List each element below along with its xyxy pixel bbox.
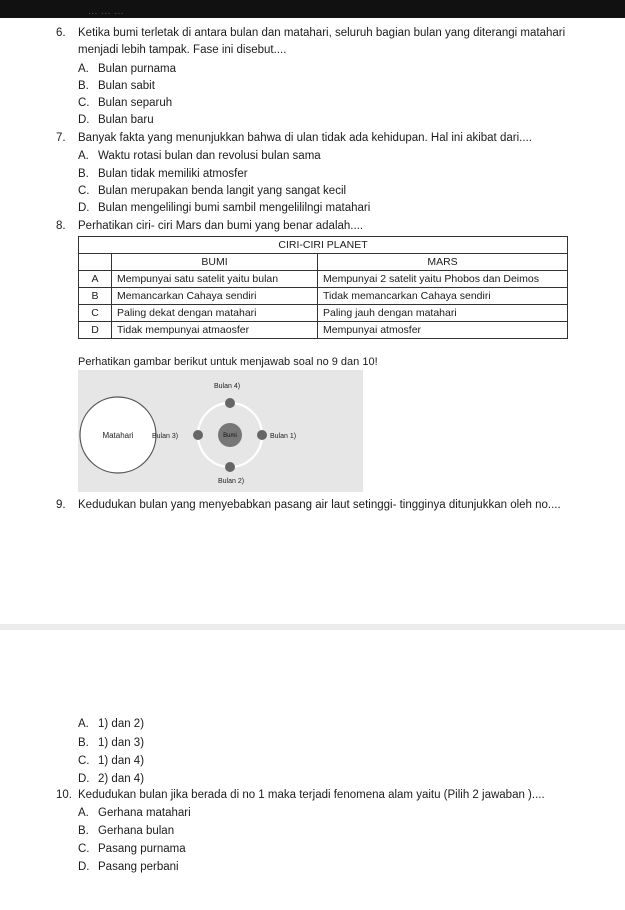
q9-option-c[interactable] <box>78 753 144 770</box>
option-letter: C. <box>78 755 90 767</box>
q7-option-b[interactable] <box>78 166 248 183</box>
option-letter: B. <box>78 80 89 92</box>
moon-3-label: Bulan 3) <box>152 433 179 440</box>
sun-label: Matahari <box>102 431 134 440</box>
question-number: 6. <box>56 27 66 39</box>
diagram-caption: Perhatikan gambar berikut untuk menjawab soal no 9 dan 10! <box>78 356 378 368</box>
q6-option-c[interactable] <box>78 95 172 112</box>
option-letter: C. <box>78 843 90 855</box>
option-letter: A. <box>78 63 89 75</box>
table-title: CIRI-CIRI PLANET <box>79 237 568 254</box>
table-row <box>79 305 568 322</box>
mars-cell: Mempunyai atmosfer <box>318 322 568 339</box>
question-10 <box>56 787 596 804</box>
option-letter: B. <box>78 168 89 180</box>
mars-cell: Paling jauh dengan matahari <box>318 305 568 322</box>
mars-cell: Mempunyai 2 satelit yaitu Phobos dan Deimos <box>318 271 568 288</box>
planet-characteristics-table <box>78 236 568 339</box>
option-letter: D. <box>78 773 90 785</box>
question-8 <box>56 218 596 235</box>
q7-option-a[interactable] <box>78 148 321 165</box>
page-gap-band <box>0 624 625 630</box>
option-letter: D. <box>78 861 90 873</box>
option-letter: B. <box>78 737 89 749</box>
q10-option-d[interactable] <box>78 859 179 876</box>
earth-label: Bumi <box>223 433 237 439</box>
option-text: 1) dan 2) <box>98 718 145 730</box>
bumi-cell: Tidak mempunyai atmaosfer <box>112 322 318 339</box>
q9-option-a[interactable] <box>78 716 144 733</box>
moon-1-dot <box>257 430 267 440</box>
question-9 <box>56 497 596 514</box>
column-header-bumi: BUMI <box>112 254 318 271</box>
q10-option-c[interactable] <box>78 841 186 858</box>
question-text: Perhatikan ciri- ciri Mars dan bumi yang benar adalah.... <box>78 220 364 232</box>
option-text: Bulan tidak memiliki atmosfer <box>98 168 248 180</box>
header-fragment: ... ... ... <box>88 6 125 17</box>
option-letter: A. <box>78 718 89 730</box>
row-letter: A <box>79 271 112 288</box>
question-number: 9. <box>56 499 66 511</box>
question-6 <box>56 25 596 59</box>
moon-position-diagram <box>78 370 363 492</box>
q10-option-b[interactable] <box>78 823 174 840</box>
table-row <box>79 322 568 339</box>
option-text: Bulan merupakan benda langit yang sangat kecil <box>98 185 347 197</box>
moon-4-label: Bulan 4) <box>214 383 241 390</box>
bumi-cell: Paling dekat dengan matahari <box>112 305 318 322</box>
q7-option-c[interactable] <box>78 183 346 200</box>
moon-2-dot <box>225 462 235 472</box>
option-text: 1) dan 4) <box>98 755 145 767</box>
q10-option-a[interactable] <box>78 805 191 822</box>
option-text: Bulan sabit <box>98 80 155 92</box>
moon-3-dot <box>193 430 203 440</box>
option-text: Bulan purnama <box>98 63 176 75</box>
bumi-cell: Mempunyai satu satelit yaitu bulan <box>112 271 318 288</box>
q7-option-d[interactable] <box>78 200 370 217</box>
question-number: 10. <box>56 789 72 801</box>
mars-cell: Tidak memancarkan Cahaya sendiri <box>318 288 568 305</box>
option-text: 1) dan 3) <box>98 737 145 749</box>
q6-option-a[interactable] <box>78 61 176 78</box>
option-letter: C. <box>78 97 90 109</box>
option-letter: D. <box>78 114 90 126</box>
row-letter: D <box>79 322 112 339</box>
moon-4-dot <box>225 398 235 408</box>
option-text: Gerhana bulan <box>98 825 175 837</box>
option-letter: D. <box>78 202 90 214</box>
table-row <box>79 271 568 288</box>
option-text: 2) dan 4) <box>98 773 145 785</box>
option-text: Waktu rotasi bulan dan revolusi bulan sama <box>98 150 321 162</box>
q6-option-b[interactable] <box>78 78 155 95</box>
question-7 <box>56 130 596 147</box>
q6-option-d[interactable] <box>78 112 154 129</box>
option-letter: B. <box>78 825 89 837</box>
question-number: 8. <box>56 220 66 232</box>
option-text: Pasang perbani <box>98 861 179 873</box>
option-text: Bulan baru <box>98 114 154 126</box>
option-text: Gerhana matahari <box>98 807 191 819</box>
option-letter: A. <box>78 807 89 819</box>
option-text: Pasang purnama <box>98 843 186 855</box>
moon-1-label: Bulan 1) <box>270 433 297 440</box>
moon-2-label: Bulan 2) <box>218 478 245 485</box>
question-text: Banyak fakta yang menunjukkan bahwa di ulan tidak ada kehidupan. Hal ini akibat dari.... <box>78 132 532 144</box>
bumi-cell: Memancarkan Cahaya sendiri <box>112 288 318 305</box>
question-text: Kedudukan bulan jika berada di no 1 maka terjadi fenomena alam yaitu (Pilih 2 jawaban ).... <box>78 789 545 801</box>
column-header-mars: MARS <box>318 254 568 271</box>
row-letter: B <box>79 288 112 305</box>
option-text: Bulan separuh <box>98 97 173 109</box>
question-number: 7. <box>56 132 66 144</box>
question-text: Ketika bumi terletak di antara bulan dan matahari, seluruh bagian bulan yang diterangi matahari menjadi lebih tampak. Fase ini disebut.... <box>78 27 566 56</box>
option-text: Bulan mengelilingi bumi sambil mengelililngi matahari <box>98 202 371 214</box>
table-row <box>79 288 568 305</box>
q9-option-d[interactable] <box>78 771 144 788</box>
option-letter: C. <box>78 185 90 197</box>
row-letter: C <box>79 305 112 322</box>
table-corner-cell <box>79 254 112 271</box>
option-letter: A. <box>78 150 89 162</box>
q9-option-b[interactable] <box>78 735 144 752</box>
question-text: Kedudukan bulan yang menyebabkan pasang air laut setinggi- tingginya ditunjukkan oleh no.... <box>78 499 561 511</box>
